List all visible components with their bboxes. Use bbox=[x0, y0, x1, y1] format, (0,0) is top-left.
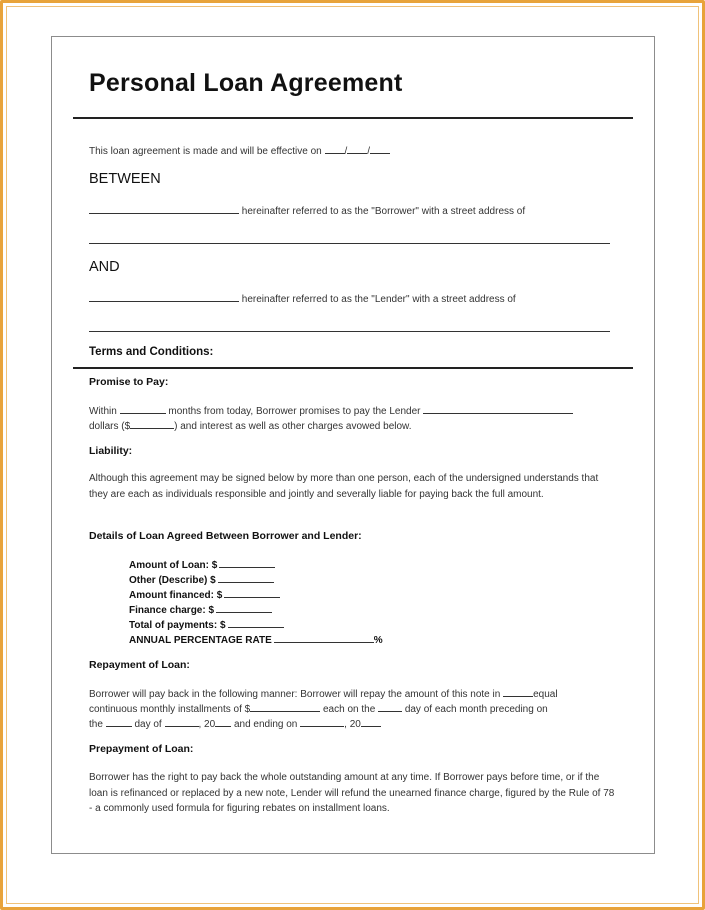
detail-row-total-payments: Total of payments: $ bbox=[129, 618, 284, 631]
installments-count-blank[interactable] bbox=[503, 687, 533, 697]
document-page bbox=[51, 36, 655, 854]
finance-charge-blank[interactable] bbox=[216, 603, 272, 613]
end-date-blank[interactable] bbox=[300, 717, 344, 727]
detail-row-amount-of-loan: Amount of Loan: $ bbox=[129, 558, 275, 571]
prepayment-heading: Prepayment of Loan: bbox=[89, 743, 194, 755]
lender-name-blank[interactable] bbox=[89, 292, 239, 302]
payment-day-blank[interactable] bbox=[378, 702, 402, 712]
borrower-desc: hereinafter referred to as the "Borrower" with a street address of bbox=[241, 206, 526, 217]
lender-desc: hereinafter referred to as the "Lender" with a street address of bbox=[241, 294, 516, 305]
other-amount-blank[interactable] bbox=[218, 573, 274, 583]
amount-number-blank[interactable] bbox=[130, 419, 174, 429]
liability-heading: Liability: bbox=[89, 445, 133, 457]
borrower-name-blank[interactable] bbox=[89, 204, 239, 214]
promise-heading: Promise to Pay: bbox=[89, 376, 169, 388]
repayment-line-3: the day of , 20 and ending on , 20 bbox=[89, 717, 381, 730]
borrower-address-line[interactable] bbox=[89, 243, 610, 244]
date-month-blank[interactable] bbox=[325, 144, 345, 154]
intro-text: This loan agreement is made and will be effective on bbox=[89, 146, 322, 157]
end-year-blank[interactable] bbox=[361, 717, 381, 727]
lender-line bbox=[89, 292, 516, 305]
liability-text: Although this agreement may be signed below by more than one person, each of the undersigned understands that they are each as individuals responsible and jointly and severally liable for paying back the full amount. bbox=[89, 473, 599, 500]
promise-line-2: dollars ($ ) and interest as well as other charges avowed below. bbox=[89, 421, 412, 432]
prepayment-text: Borrower has the right to pay back the whole outstanding amount at any time. If Borrower pays before time, or if the loan is refinanced or replaced by a new note, Lender will refund the unearned finance charge, figured by the Rule of 78 - a commonly used formula for figuring rebates on installment loans. bbox=[89, 772, 615, 814]
start-day-blank[interactable] bbox=[106, 717, 132, 727]
date-year-blank[interactable] bbox=[370, 144, 390, 154]
amount-words-blank[interactable] bbox=[423, 404, 573, 414]
amount-financed-blank[interactable] bbox=[224, 588, 280, 598]
date-day-blank[interactable] bbox=[347, 144, 367, 154]
loan-amount-blank[interactable] bbox=[219, 558, 275, 568]
terms-rule bbox=[73, 367, 633, 369]
borrower-line bbox=[89, 204, 525, 217]
installment-amount-blank[interactable] bbox=[250, 702, 320, 712]
date-separator: / bbox=[344, 146, 348, 157]
detail-row-finance-charge: Finance charge: $ bbox=[129, 603, 272, 616]
start-year-blank[interactable] bbox=[215, 717, 231, 727]
details-heading: Details of Loan Agreed Between Borrower and Lender: bbox=[89, 530, 362, 542]
intro-line bbox=[89, 144, 390, 157]
document-title: Personal Loan Agreement bbox=[89, 69, 403, 97]
repayment-line-1: Borrower will pay back in the following manner: Borrower will repay the amount of this note in equal bbox=[89, 689, 558, 700]
terms-heading: Terms and Conditions: bbox=[89, 346, 214, 358]
detail-row-amount-financed: Amount financed: $ bbox=[129, 588, 280, 601]
months-blank[interactable] bbox=[120, 404, 166, 414]
apr-blank[interactable] bbox=[274, 633, 374, 643]
title-rule bbox=[73, 117, 633, 119]
repayment-line-2: continuous monthly installments of $ each on the day of each month preceding on bbox=[89, 704, 548, 715]
total-payments-blank[interactable] bbox=[228, 618, 284, 628]
repayment-heading: Repayment of Loan: bbox=[89, 659, 190, 671]
date-separator: / bbox=[367, 146, 371, 157]
detail-row-other: Other (Describe) $ bbox=[129, 573, 274, 586]
lender-address-line[interactable] bbox=[89, 331, 610, 332]
start-month-blank[interactable] bbox=[165, 717, 199, 727]
promise-line-1: Within months from today, Borrower promises to pay the Lender bbox=[89, 404, 573, 417]
and-heading: AND bbox=[89, 259, 120, 275]
between-heading: BETWEEN bbox=[89, 171, 161, 187]
detail-row-apr: ANNUAL PERCENTAGE RATE % bbox=[129, 635, 383, 646]
